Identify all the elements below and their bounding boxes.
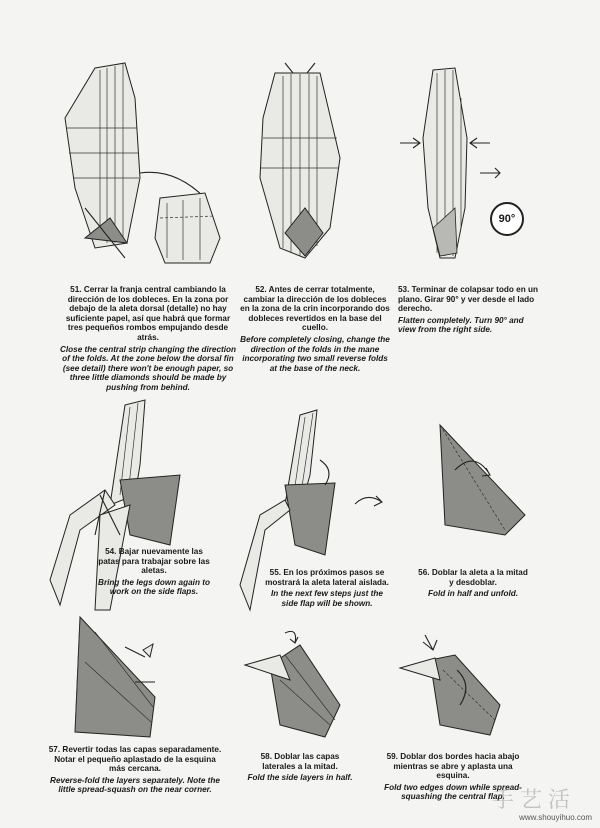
rotate-90-badge: 90° xyxy=(490,202,524,236)
step-53-text-es: 53. Terminar de colapsar todo en un plano. Girar 90° y ver desde el lado derecho. xyxy=(398,285,538,314)
step-54-caption xyxy=(98,547,210,597)
watermark-url: www.shouyihuo.com xyxy=(519,813,592,822)
step-56-diagram xyxy=(420,420,535,540)
step-53-diagram xyxy=(395,58,515,268)
step-51-text-en: Close the central strip changing the direction of the folds. At the zone below the dorsal fin (see detail) there won't be enough paper, so three little diamonds should be made by pushing from behind. xyxy=(59,344,237,392)
next-step-arrow xyxy=(352,490,388,514)
step-58-text-es: 58. Doblar las capas laterales a la mitad. xyxy=(260,752,340,771)
step-51-diagram xyxy=(55,58,235,268)
step-58-text-en: Fold the side layers in half. xyxy=(247,773,353,783)
step-51-text-es: 51. Cerrar la franja central cambiando la dirección de los dobleces. En la zona por debajo de la aleta dorsal (detalle) no hay suficiente papel, así que habrá que formar tres pequeños rombos empujando desde atrás. xyxy=(65,285,231,342)
step-52-diagram xyxy=(245,58,355,268)
step-59-text-en: Fold two edges down while spread-squashing the central flap. xyxy=(384,782,522,802)
step-58-caption xyxy=(245,752,355,783)
watermark-logo: 手艺活 xyxy=(491,788,576,813)
step-52-text-es: 52. Antes de cerrar totalmente, cambiar la dirección de los dobleces en la zona de la crin incorporando dos dobleces revertidos en la base del cuello. xyxy=(240,285,390,333)
step-55-text-es: 55. En los próximos pasos se mostrará la aleta lateral aislada. xyxy=(265,568,389,587)
step-54-text-en: Bring the legs down again to work on the side flaps. xyxy=(98,577,210,597)
step-58-diagram xyxy=(240,625,350,740)
step-59-diagram xyxy=(395,630,510,740)
step-57-caption xyxy=(45,745,225,795)
step-52-caption xyxy=(240,285,390,373)
step-54-text-es: 54. Bajar nuevamente las patas para trabajar sobre las aletas. xyxy=(98,547,210,576)
step-55-caption xyxy=(262,568,392,608)
step-55-text-en: In the next few steps just the side flap will be shown. xyxy=(271,589,383,608)
step-59-text-es: 59. Doblar dos bordes hacia abajo mientras se abre y aplasta una esquina. xyxy=(386,752,520,781)
step-53-caption xyxy=(398,285,538,335)
step-57-text-es: 57. Revertir todas las capas separadamente. Notar el pequeño aplastado de la esquina más cercana. xyxy=(48,745,222,774)
step-56-text-en: Fold in half and unfold. xyxy=(427,589,519,599)
step-57-diagram xyxy=(55,612,175,742)
step-53-text-en: Flatten completely. Turn 90° and view from the right side. xyxy=(398,315,524,335)
step-56-caption xyxy=(418,568,528,599)
step-52-text-en: Before completely closing, change the direction of the folds in the mane incorporating two small reverse folds at the base of the neck. xyxy=(240,334,390,373)
step-56-text-es: 56. Doblar la aleta a la mitad y desdoblar. xyxy=(418,568,528,587)
step-51-caption xyxy=(58,285,238,393)
step-57-text-en: Reverse-fold the layers separately. Note the little spread-squash on the near corner. xyxy=(50,775,220,795)
